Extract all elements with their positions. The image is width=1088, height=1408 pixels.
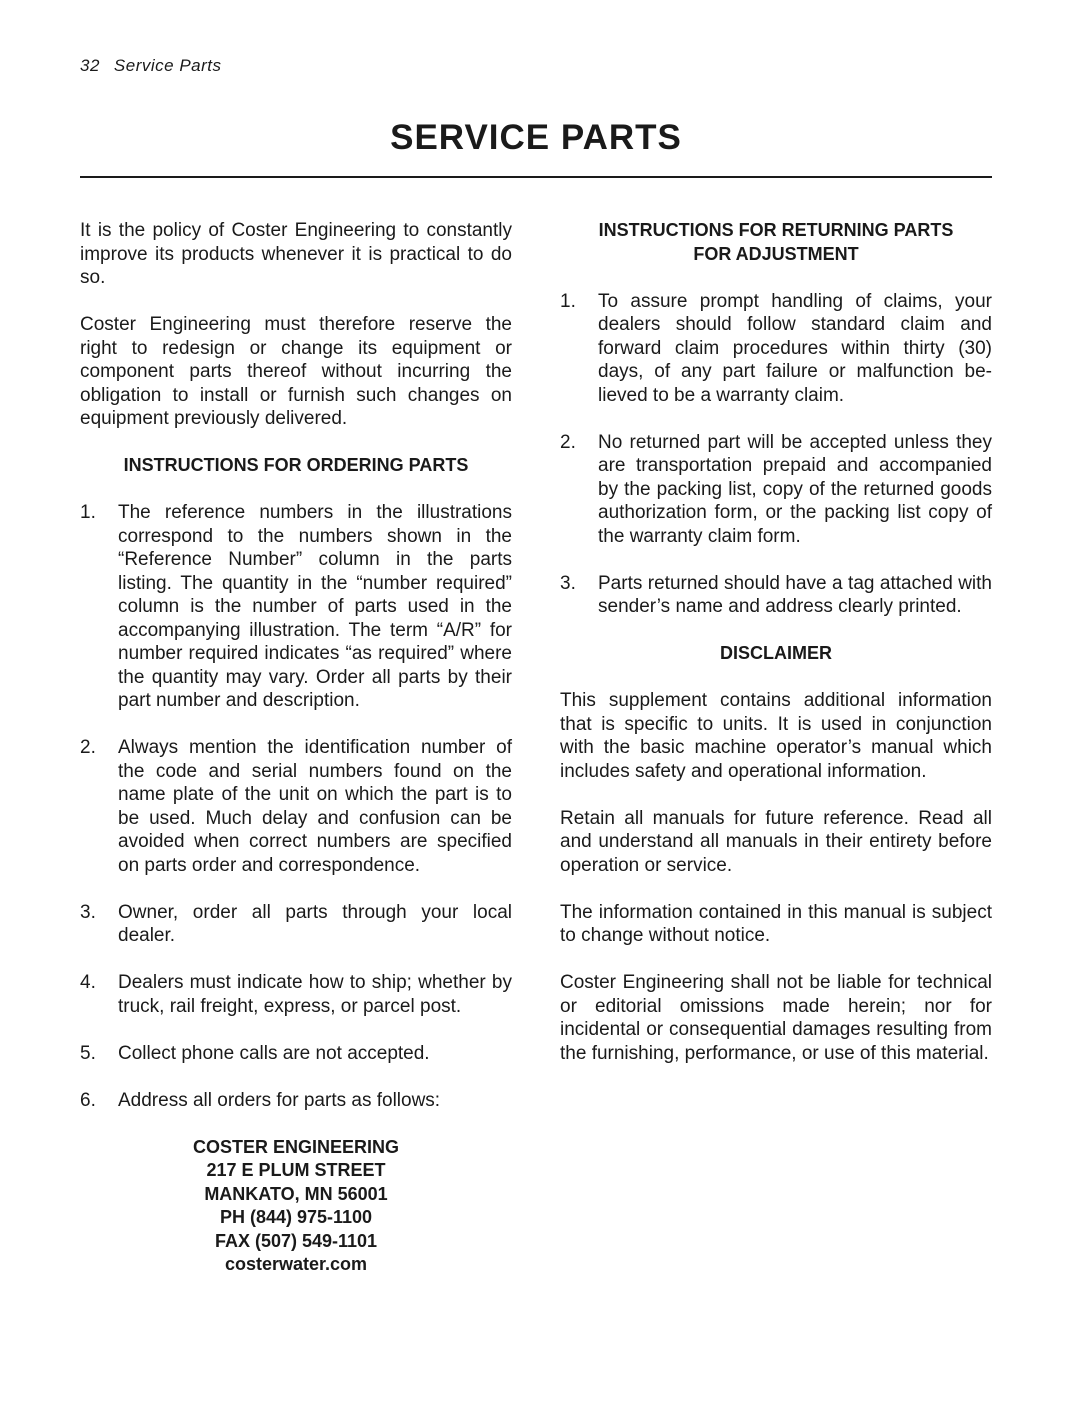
item-number: 3. bbox=[560, 572, 576, 594]
page-title: SERVICE PARTS bbox=[390, 118, 682, 157]
intro-paragraph: It is the policy of Coster Engineering to constantly improve its products whenever it is practical to do so. bbox=[80, 220, 512, 288]
item-number: 5. bbox=[80, 1042, 96, 1064]
right-column bbox=[560, 219, 992, 1089]
page-number: 32 bbox=[80, 56, 100, 75]
item-text: Dealers must indicate how to ship; whether by truck, rail freight, express, or parcel post. bbox=[118, 972, 512, 1017]
list-item bbox=[560, 431, 992, 549]
intro-paragraph: Coster Engineering must therefore reserve the right to redesign or change its equipment or component parts thereof without incurring the obligation to install or furnish such changes on equipment previously delivered. bbox=[80, 314, 512, 429]
list-item bbox=[80, 1042, 512, 1066]
disclaimer-paragraph: This supplement contains additional information that is specific to units. It is used in conjunction with the basic machine operator’s manual which includes safety and operational information. bbox=[560, 690, 992, 782]
company-address-block bbox=[80, 1136, 512, 1277]
ordering-list bbox=[80, 501, 512, 1112]
left-column bbox=[80, 219, 512, 1277]
list-item bbox=[80, 971, 512, 1018]
returning-heading bbox=[560, 219, 992, 266]
fax-number: FAX (507) 549-1101 bbox=[214, 1230, 378, 1251]
ordering-heading: INSTRUCTIONS FOR ORDERING PARTS bbox=[123, 455, 469, 475]
item-text: Collect phone calls are not accepted. bbox=[118, 1042, 430, 1064]
list-item bbox=[560, 572, 992, 619]
returning-list bbox=[560, 290, 992, 619]
item-number: 6. bbox=[80, 1089, 96, 1111]
website: costerwater.com bbox=[224, 1254, 368, 1274]
returning-heading-line: FOR ADJUSTMENT bbox=[693, 243, 859, 264]
list-item bbox=[80, 1089, 512, 1113]
phone-number: PH (844) 975-1100 bbox=[219, 1207, 373, 1227]
list-item bbox=[80, 901, 512, 948]
item-number: 3. bbox=[80, 901, 96, 923]
item-text: No returned part will be accepted unless they are transportation prepaid and accompanied by the packing list, copy of the returned goods authorization form, or the packing list copy of the warranty claim form. bbox=[598, 431, 992, 547]
company-name: COSTER ENGINEERING bbox=[192, 1136, 400, 1157]
item-number: 4. bbox=[80, 972, 96, 993]
list-item bbox=[80, 501, 512, 713]
disclaimer-paragraph: Coster Engineering shall not be liable for technical or editorial omissions made herein; nor for incidental or consequential damages resulting from the furnishing, performance, or use of this material. bbox=[560, 972, 992, 1064]
list-item bbox=[560, 290, 992, 408]
disclaimer-paragraph: Retain all manuals for future reference. Read all and understand all manuals in their entirety before operation or service. bbox=[560, 807, 992, 876]
list-item bbox=[80, 736, 512, 877]
disclaimer-heading: DISCLAIMER bbox=[720, 643, 832, 663]
running-header bbox=[80, 56, 222, 76]
item-number: 1. bbox=[560, 290, 576, 312]
item-text: The reference numbers in the illustrations correspond to the numbers shown in the “Reference Number” column in the parts listing. The quantity in the “number required” column is the number of parts used in the accompanying illustration. The term “A/R” for number required indicates “as required” where the quantity may vary. Order all parts by their part number and description. bbox=[118, 502, 512, 711]
item-text: Address all orders for parts as follows: bbox=[118, 1089, 441, 1111]
section-name: Service Parts bbox=[113, 56, 222, 75]
returning-heading-line: INSTRUCTIONS FOR RETURNING PARTS bbox=[598, 220, 954, 240]
item-text: Always mention the identification number of the code and serial numbers found on the name plate of the unit on which the part is to be used. Much delay and confusion can be avoided when correct numbers are specified on parts order and correspondence. bbox=[118, 737, 512, 876]
city-state-zip: MANKATO, MN 56001 bbox=[204, 1183, 388, 1204]
item-number: 2. bbox=[80, 737, 96, 758]
item-number: 1. bbox=[80, 502, 96, 523]
item-text: Owner, order all parts through your local dealer. bbox=[118, 901, 512, 946]
item-text: Parts returned should have a tag attached with sender’s name and address clearly printed. bbox=[598, 572, 992, 617]
title-divider bbox=[80, 176, 992, 178]
street-address: 217 E PLUM STREET bbox=[206, 1160, 386, 1180]
item-text: To assure prompt handling of claims, your dealers should follow standard claim and forward claim procedures within thirty (30) days, of any part failure or malfunction believed to be a warranty claim. bbox=[598, 290, 992, 406]
disclaimer-paragraph: The information contained in this manual is subject to change without notice. bbox=[560, 901, 992, 946]
item-number: 2. bbox=[560, 431, 576, 453]
